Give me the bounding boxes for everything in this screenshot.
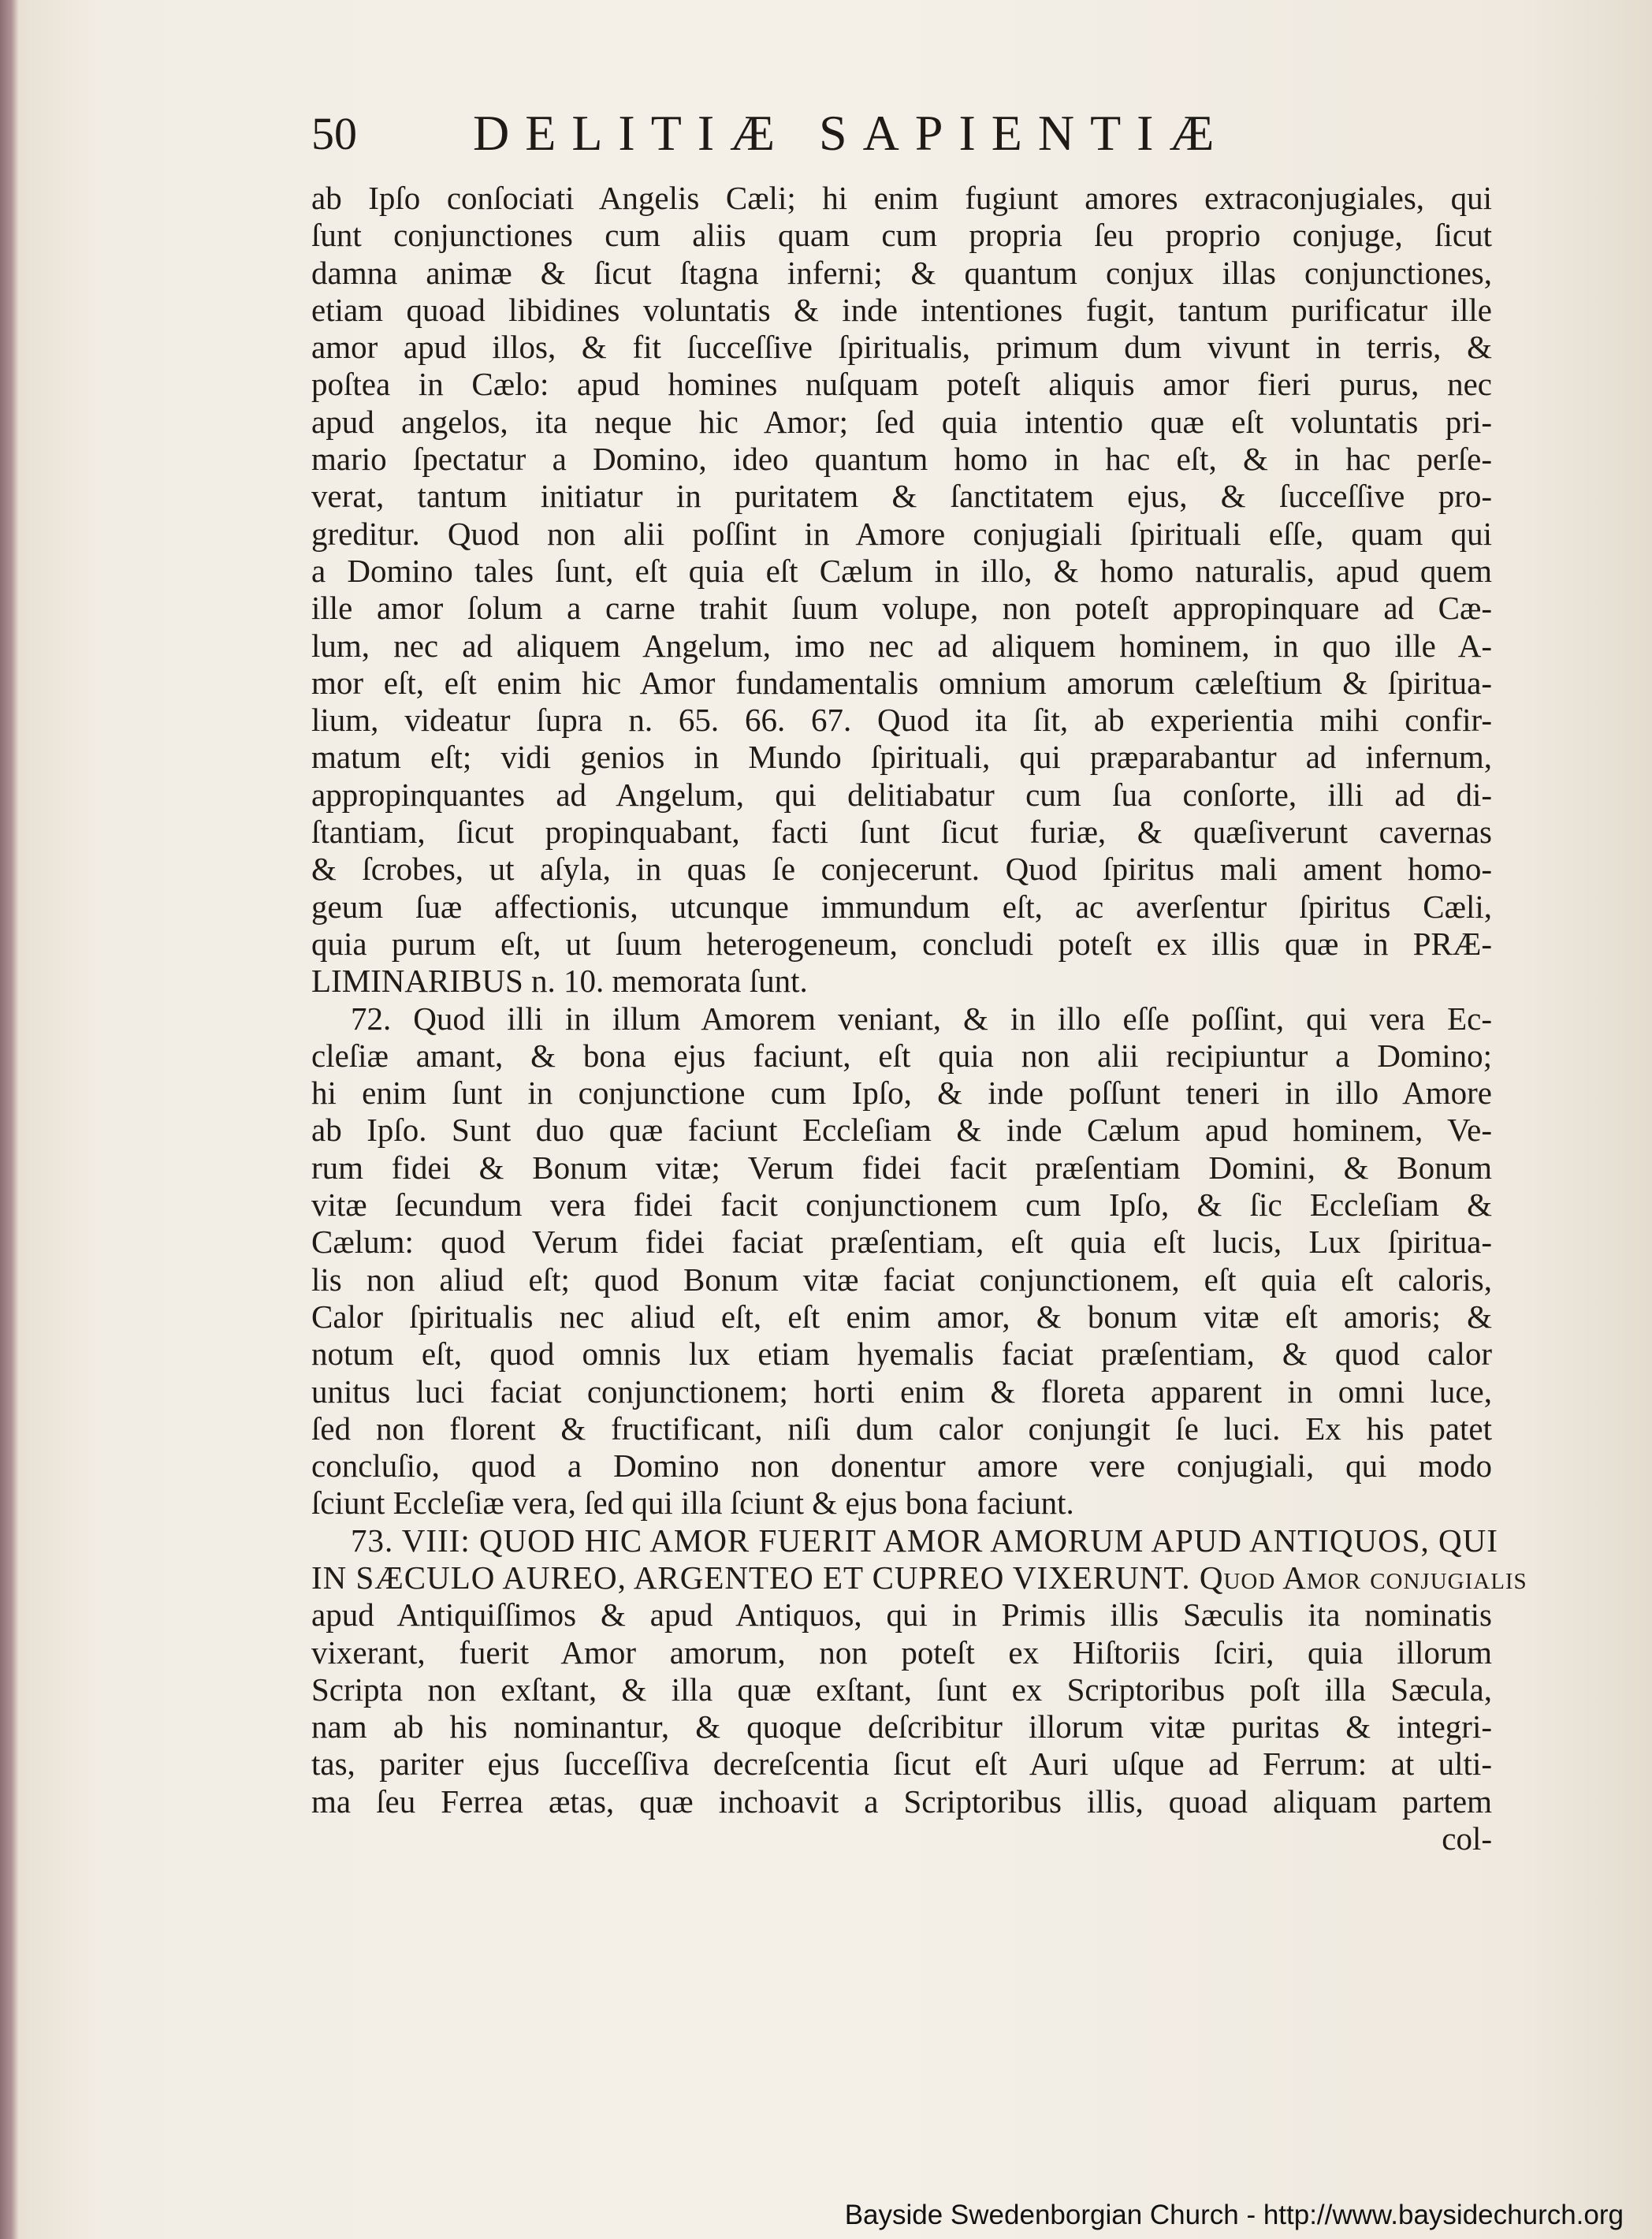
- running-title: DELITIÆ SAPIENTIÆ: [473, 105, 1230, 161]
- text-line: & ſcrobes, ut aſyla, in quas ſe conjecerunt. Quod ſpiritus mali ament homo-: [311, 851, 1492, 888]
- text-line: lium, videatur ſupra n. 65. 66. 67. Quod ita ſit, ab experientia mihi confir-: [311, 702, 1492, 739]
- text-line: cleſiæ amant, & bona ejus faciunt, eſt quia non alii recipiuntur a Domino;: [311, 1037, 1492, 1074]
- text-line: lis non aliud eſt; quod Bonum vitæ faciat conjunctionem, eſt quia eſt caloris,: [311, 1261, 1492, 1298]
- text-line: damna animæ & ſicut ſtagna inferni; & quantum conjux illas conjunctiones,: [311, 254, 1492, 291]
- text-line: vixerant, fuerit Amor amorum, non poteſt ex Hiſtoriis ſciri, quia illorum: [311, 1634, 1492, 1671]
- text-line: quia purum eſt, ut ſuum heterogeneum, concludi poteſt ex illis quæ in PRÆ-: [311, 925, 1492, 962]
- text-line: ille amor ſolum a carne trahit ſuum volupe, non poteſt appropinquare ad Cæ-: [311, 590, 1492, 627]
- watermark-credit: Bayside Swedenborgian Church - http://www.baysidechurch.org: [844, 2200, 1624, 2230]
- text-line: rum fidei & Bonum vitæ; Verum fidei facit præſentiam Domini, & Bonum: [311, 1149, 1492, 1186]
- text-line: IN SÆCULO AUREO, ARGENTEO ET CUPREO VIXERUNT. Quod Amor conjugialis: [311, 1559, 1527, 1596]
- text-line: a Domino tales ſunt, eſt quia eſt Cælum in illo, & homo naturalis, apud quem: [311, 552, 1492, 589]
- text-line: 73. VIII: QUOD HIC AMOR FUERIT AMOR AMORUM APUD ANTIQUOS, QUI: [351, 1522, 1498, 1559]
- text-line: Calor ſpiritualis nec aliud eſt, eſt enim amor, & bonum vitæ eſt amoris; &: [311, 1298, 1492, 1335]
- text-line: mor eſt, eſt enim hic Amor fundamentalis omnium amorum cæleſtium & ſpiritua-: [311, 664, 1492, 701]
- text-line: ſunt conjunctiones cum aliis quam cum propria ſeu proprio conjuge, ſicut: [311, 217, 1492, 254]
- text-line: hi enim ſunt in conjunctione cum Ipſo, & inde poſſunt teneri in illo Amore: [311, 1075, 1492, 1112]
- text-line: nam ab his nominantur, & quoque deſcribitur illorum vitæ puritas & integri-: [311, 1708, 1492, 1745]
- text-line: lum, nec ad aliquem Angelum, imo nec ad aliquem hominem, in quo ille A-: [311, 627, 1492, 664]
- text-line: ab Ipſo. Sunt duo quæ faciunt Eccleſiam & inde Cælum apud hominem, Ve-: [311, 1112, 1492, 1149]
- text-line: etiam quoad libidines voluntatis & inde intentiones fugit, tantum purificatur ille: [311, 291, 1492, 328]
- text-line: ſciunt Eccleſiæ vera, ſed qui illa ſciunt & ejus bona faciunt.: [311, 1485, 1074, 1522]
- text-line: ſtantiam, ſicut propinquabant, facti ſunt ſicut furiæ, & quæſiverunt cavernas: [311, 814, 1492, 851]
- text-line: notum eſt, quod omnis lux etiam hyemalis faciat præſentiam, & quod calor: [311, 1336, 1492, 1373]
- text-line: Cælum: quod Verum fidei faciat præſentiam, eſt quia eſt lucis, Lux ſpiritua-: [311, 1224, 1492, 1261]
- text-line: ma ſeu Ferrea ætas, quæ inchoavit a Scriptoribus illis, quoad aliquam partem: [311, 1783, 1492, 1820]
- binding-edge: [0, 0, 19, 2239]
- text-line: vitæ ſecundum vera fidei facit conjunctionem cum Ipſo, & ſic Eccleſiam &: [311, 1187, 1492, 1224]
- text-line: greditur. Quod non alii poſſint in Amore conjugiali ſpirituali eſſe, quam qui: [311, 515, 1492, 552]
- text-line: ab Ipſo conſociati Angelis Cæli; hi enim fugiunt amores extraconjugiales, qui: [311, 180, 1492, 216]
- text-line: verat, tantum initiatur in puritatem & ſanctitatem ejus, & ſucceſſive pro-: [311, 478, 1492, 515]
- text-line: appropinquantes ad Angelum, qui delitiabatur cum ſua conſorte, illi ad di-: [311, 776, 1492, 813]
- text-line: tas, pariter ejus ſucceſſiva decreſcentia ſicut eſt Auri uſque ad Ferrum: at ulti-: [311, 1745, 1492, 1783]
- text-line: apud Antiquiſſimos & apud Antiquos, qui in Primis illis Sæculis ita nominatis: [311, 1596, 1492, 1634]
- text-line: col-: [1442, 1820, 1492, 1857]
- text-line: ſed non florent & fructificant, niſi dum calor conjungit ſe luci. Ex his patet: [311, 1410, 1492, 1447]
- text-line: Scripta non exſtant, & illa quæ exſtant, ſunt ex Scriptoribus poſt illa Sæcula,: [311, 1671, 1492, 1708]
- page-header: [311, 101, 1494, 164]
- text-line: mario ſpectatur a Domino, ideo quantum homo in hac eſt, & in hac perſe-: [311, 441, 1492, 478]
- text-line: matum eſt; vidi genios in Mundo ſpirituali, qui præparabantur ad infernum,: [311, 739, 1492, 776]
- body-text: [311, 180, 1527, 1857]
- text-line: poſtea in Cælo: apud homines nuſquam poteſt aliquis amor fieri purus, nec: [311, 366, 1492, 403]
- text-line: concluſio, quod a Domino non donentur amore vere conjugiali, qui modo: [311, 1447, 1492, 1485]
- text-line: apud angelos, ita neque hic Amor; ſed quia intentio quæ eſt voluntatis pri-: [311, 403, 1492, 440]
- text-line: amor apud illos, & fit ſucceſſive ſpiritualis, primum dum vivunt in terris, &: [311, 329, 1492, 366]
- text-line: geum ſuæ affectionis, utcunque immundum eſt, ac averſentur ſpiritus Cæli,: [311, 888, 1492, 925]
- text-line: 72. Quod illi in illum Amorem veniant, & in illo eſſe poſſint, qui vera Ec-: [351, 1000, 1492, 1037]
- text-line: unitus luci faciat conjunctionem; horti enim & floreta apparent in omni luce,: [311, 1373, 1492, 1410]
- page-number: 50: [311, 108, 357, 159]
- text-line: LIMINARIBUS n. 10. memorata ſunt.: [311, 963, 808, 1000]
